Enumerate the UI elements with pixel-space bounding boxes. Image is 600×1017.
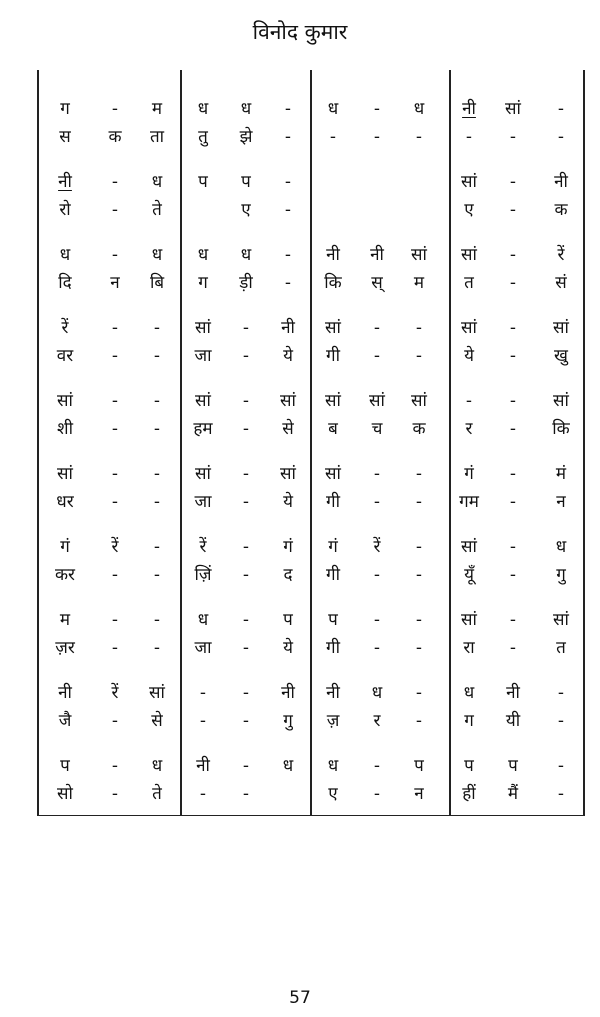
bol-syllable: क (554, 200, 568, 220)
swar-note: सां (553, 391, 569, 411)
swar-line (37, 680, 584, 706)
bol-syllable: ब (328, 419, 338, 439)
bol-syllable: से (282, 419, 294, 439)
bol-syllable: शी (57, 419, 73, 439)
bol-syllable: क (412, 419, 426, 439)
bol-line (37, 270, 584, 296)
swar-note: नी (281, 318, 295, 338)
swar-note: म (59, 610, 71, 630)
swar-note: प (198, 172, 208, 192)
bol-syllable: - (284, 200, 292, 220)
bol-syllable: दि (58, 273, 72, 293)
swar-note: नी (462, 99, 476, 119)
bol-syllable: कि (552, 419, 570, 439)
bol-syllable: ड़ी (239, 273, 253, 293)
swar-note: ध (197, 610, 209, 630)
swar-note: - (509, 391, 517, 411)
bol-syllable: जै (58, 711, 72, 731)
swar-note: सां (149, 683, 165, 703)
bol-syllable: म (413, 273, 425, 293)
notation-row (37, 680, 584, 736)
bol-syllable: खु (554, 346, 568, 366)
swar-note: प (414, 756, 424, 776)
swar-note: गं (283, 537, 293, 557)
bol-syllable: - (153, 638, 161, 658)
bol-syllable: - (373, 346, 381, 366)
bol-line (37, 197, 584, 223)
bol-syllable: - (415, 127, 423, 147)
swar-note: ध (463, 683, 475, 703)
swar-note: म (151, 99, 163, 119)
bol-syllable: - (509, 638, 517, 658)
swar-note: प (508, 756, 518, 776)
swar-note: नी (370, 245, 384, 265)
swar-note: - (284, 245, 292, 265)
page-header: विनोद कुमार (252, 20, 348, 44)
swar-note: नी (58, 683, 72, 703)
swar-note: - (153, 464, 161, 484)
swar-note: प (328, 610, 338, 630)
swar-note: - (111, 464, 119, 484)
swar-note: - (509, 318, 517, 338)
swar-note: सां (369, 391, 385, 411)
bol-syllable: - (242, 711, 250, 731)
bol-syllable: गी (326, 638, 340, 658)
swar-note: - (111, 391, 119, 411)
bol-syllable: ये (283, 346, 293, 366)
swar-note: - (242, 683, 250, 703)
swar-note: ध (555, 537, 567, 557)
bol-line (37, 708, 584, 734)
swar-note: - (557, 683, 565, 703)
swar-note: प (283, 610, 293, 630)
bol-syllable: वर (56, 346, 74, 366)
swar-note: नी (196, 756, 210, 776)
notation-table (37, 70, 584, 816)
swar-note: रें (61, 318, 69, 338)
notation-row (37, 534, 584, 590)
bol-syllable: यूँ (464, 565, 474, 585)
swar-note: नी (506, 683, 520, 703)
swar-note: सां (553, 318, 569, 338)
bol-syllable: - (373, 638, 381, 658)
swar-note: - (242, 391, 250, 411)
bol-syllable: - (509, 273, 517, 293)
bol-syllable: ता (149, 127, 165, 147)
bol-line (37, 416, 584, 442)
swar-note: सां (57, 391, 73, 411)
bol-syllable: र (465, 419, 473, 439)
swar-note: सां (411, 245, 427, 265)
bol-syllable: ए (241, 200, 251, 220)
swar-note: नी (554, 172, 568, 192)
swar-note: - (465, 391, 473, 411)
bol-syllable: स् (371, 273, 383, 293)
bol-syllable: - (242, 346, 250, 366)
swar-note: - (199, 683, 207, 703)
bol-syllable: च (371, 419, 383, 439)
swar-note: - (373, 610, 381, 630)
swar-note: ध (59, 245, 71, 265)
bol-syllable: ये (283, 638, 293, 658)
bol-syllable: - (111, 492, 119, 512)
swar-line (37, 534, 584, 560)
swar-note: रें (557, 245, 565, 265)
notation-row (37, 461, 584, 517)
swar-note: - (415, 683, 423, 703)
swar-note: - (284, 172, 292, 192)
notation-row (37, 388, 584, 444)
bol-syllable: ए (464, 200, 474, 220)
swar-note: ध (240, 245, 252, 265)
swar-note: - (242, 464, 250, 484)
bol-line (37, 781, 584, 807)
swar-note: - (111, 172, 119, 192)
bol-syllable: - (111, 346, 119, 366)
bol-syllable: ज़र (55, 638, 75, 658)
swar-note: - (509, 610, 517, 630)
bol-syllable: ज़ (326, 711, 340, 731)
bol-syllable: - (153, 346, 161, 366)
swar-note: रें (111, 683, 119, 703)
swar-note: रें (111, 537, 119, 557)
bol-syllable: धर (56, 492, 74, 512)
bol-syllable: सं (555, 273, 567, 293)
notation-row (37, 242, 584, 298)
swar-note: - (557, 99, 565, 119)
swar-note: ध (197, 99, 209, 119)
swar-note: सां (461, 610, 477, 630)
swar-note: - (509, 464, 517, 484)
swar-note: ध (371, 683, 383, 703)
bol-syllable: मैं (507, 784, 519, 804)
bol-syllable: ज़िं (194, 565, 212, 585)
swar-note: प (60, 756, 70, 776)
swar-note: रें (199, 537, 207, 557)
bol-syllable: - (242, 565, 250, 585)
swar-note: - (415, 318, 423, 338)
bol-syllable: - (111, 565, 119, 585)
swar-note: ध (413, 99, 425, 119)
bol-syllable: - (509, 127, 517, 147)
bottom-rule (37, 815, 584, 817)
bol-syllable: - (153, 419, 161, 439)
swar-note: - (373, 318, 381, 338)
swar-note: - (509, 245, 517, 265)
bol-syllable: जा (194, 638, 212, 658)
swar-note: - (373, 99, 381, 119)
bol-syllable: गी (326, 565, 340, 585)
bol-syllable: रा (463, 638, 475, 658)
bol-syllable: - (199, 711, 207, 731)
bol-syllable: - (415, 346, 423, 366)
bol-syllable: स (59, 127, 71, 147)
swar-note: सां (195, 391, 211, 411)
swar-note: - (111, 99, 119, 119)
bol-syllable: - (373, 492, 381, 512)
swar-note: सां (411, 391, 427, 411)
swar-note: - (557, 756, 565, 776)
bol-syllable: - (373, 565, 381, 585)
bol-syllable: हीं (462, 784, 476, 804)
swar-note: - (153, 391, 161, 411)
swar-line (37, 607, 584, 633)
swar-note: - (509, 172, 517, 192)
swar-note: सां (280, 391, 296, 411)
page-number: 57 (289, 988, 311, 1008)
bol-syllable: - (242, 492, 250, 512)
swar-note: ध (151, 245, 163, 265)
swar-line (37, 315, 584, 341)
bol-syllable: - (153, 565, 161, 585)
bol-syllable: - (557, 127, 565, 147)
bol-syllable: - (415, 492, 423, 512)
swar-note: सां (461, 537, 477, 557)
swar-note: - (373, 464, 381, 484)
swar-note: गं (328, 537, 338, 557)
bol-syllable: ते (152, 784, 162, 804)
swar-note: - (242, 610, 250, 630)
bol-syllable: - (509, 346, 517, 366)
bol-syllable: द (283, 565, 293, 585)
bol-line (37, 635, 584, 661)
bol-syllable: - (111, 784, 119, 804)
bol-syllable: ते (152, 200, 162, 220)
notation-row (37, 607, 584, 663)
swar-line (37, 753, 584, 779)
bol-syllable: गी (326, 492, 340, 512)
swar-note: - (242, 756, 250, 776)
swar-note: - (111, 318, 119, 338)
swar-note: - (111, 245, 119, 265)
bol-syllable: ग (464, 711, 474, 731)
swar-line (37, 242, 584, 268)
swar-note: - (153, 318, 161, 338)
swar-note: - (242, 537, 250, 557)
swar-note: - (153, 537, 161, 557)
bol-syllable: तु (198, 127, 208, 147)
bol-line (37, 343, 584, 369)
swar-note: सां (57, 464, 73, 484)
bol-syllable: गु (556, 565, 566, 585)
swar-note: मं (555, 464, 567, 484)
swar-note: रें (373, 537, 381, 557)
swar-note: सां (195, 464, 211, 484)
swar-line (37, 169, 584, 195)
bol-syllable: - (111, 711, 119, 731)
swar-note: - (509, 537, 517, 557)
swar-note: सां (325, 464, 341, 484)
bol-syllable: रो (59, 200, 71, 220)
bol-syllable: क (108, 127, 122, 147)
swar-note: सां (461, 318, 477, 338)
swar-note: ग (60, 99, 70, 119)
swar-note: - (415, 537, 423, 557)
swar-note: ध (240, 99, 252, 119)
swar-note: प (241, 172, 251, 192)
swar-note: नी (326, 245, 340, 265)
bol-syllable: न (110, 273, 120, 293)
bol-syllable: सो (57, 784, 73, 804)
swar-note: ध (151, 172, 163, 192)
bol-syllable: बि (149, 273, 165, 293)
swar-note: ध (282, 756, 294, 776)
bol-syllable: ए (328, 784, 338, 804)
bol-syllable: ग (198, 273, 208, 293)
notation-row (37, 315, 584, 371)
bol-syllable: - (111, 200, 119, 220)
swar-note: प (464, 756, 474, 776)
bol-syllable: गम (459, 492, 479, 512)
swar-note: सां (280, 464, 296, 484)
swar-note: नी (58, 172, 72, 192)
swar-note: नी (281, 683, 295, 703)
bol-syllable: गु (283, 711, 293, 731)
bol-line (37, 124, 584, 150)
swar-note: - (415, 464, 423, 484)
swar-note: सां (195, 318, 211, 338)
bol-syllable: - (415, 638, 423, 658)
bol-syllable: - (373, 127, 381, 147)
bol-syllable: हम (193, 419, 213, 439)
swar-note: सां (461, 245, 477, 265)
bol-syllable: त (556, 638, 566, 658)
swar-note: ध (327, 99, 339, 119)
bol-syllable: - (111, 419, 119, 439)
bol-syllable: से (151, 711, 163, 731)
swar-note: ध (151, 756, 163, 776)
swar-note: सां (553, 610, 569, 630)
bol-line (37, 562, 584, 588)
bol-syllable: यी (505, 711, 521, 731)
bol-syllable: - (242, 638, 250, 658)
bol-syllable: - (242, 419, 250, 439)
notation-row (37, 96, 584, 152)
swar-note: - (153, 610, 161, 630)
swar-note: - (415, 610, 423, 630)
bol-syllable: - (373, 784, 381, 804)
notation-row (37, 169, 584, 225)
bol-syllable: कर (54, 565, 75, 585)
swar-note: ध (327, 756, 339, 776)
bol-syllable: - (329, 127, 337, 147)
swar-note: सां (461, 172, 477, 192)
bol-syllable: - (557, 711, 565, 731)
bol-syllable: - (557, 784, 565, 804)
bol-syllable: - (509, 200, 517, 220)
bol-syllable: झे (239, 127, 253, 147)
bol-syllable: - (111, 638, 119, 658)
notation-row (37, 753, 584, 809)
swar-note: - (373, 756, 381, 776)
bol-syllable: जा (194, 492, 212, 512)
swar-note: - (242, 318, 250, 338)
bol-syllable: - (465, 127, 473, 147)
swar-line (37, 388, 584, 414)
swar-note: गं (464, 464, 474, 484)
swar-note: सां (505, 99, 521, 119)
bol-line (37, 489, 584, 515)
bol-syllable: - (509, 492, 517, 512)
bol-syllable: - (415, 711, 423, 731)
bol-syllable: - (509, 565, 517, 585)
bol-syllable: न (414, 784, 424, 804)
swar-note: सां (325, 391, 341, 411)
bol-syllable: गी (326, 346, 340, 366)
swar-note: सां (325, 318, 341, 338)
bol-syllable: - (199, 784, 207, 804)
swar-line (37, 461, 584, 487)
bol-syllable: - (284, 273, 292, 293)
swar-note: - (284, 99, 292, 119)
bol-syllable: - (242, 784, 250, 804)
bol-syllable: - (284, 127, 292, 147)
swar-note: - (111, 756, 119, 776)
bol-syllable: कि (324, 273, 342, 293)
bol-syllable: त (464, 273, 474, 293)
swar-note: - (111, 610, 119, 630)
bol-syllable: ये (283, 492, 293, 512)
bol-syllable: - (415, 565, 423, 585)
bol-syllable: - (153, 492, 161, 512)
bol-syllable: र (373, 711, 381, 731)
swar-note: ध (197, 245, 209, 265)
bol-syllable: न (556, 492, 566, 512)
bol-syllable: ये (464, 346, 474, 366)
bol-syllable: जा (194, 346, 212, 366)
swar-note: गं (60, 537, 70, 557)
bol-syllable: - (509, 419, 517, 439)
swar-line (37, 96, 584, 122)
swar-note: नी (326, 683, 340, 703)
